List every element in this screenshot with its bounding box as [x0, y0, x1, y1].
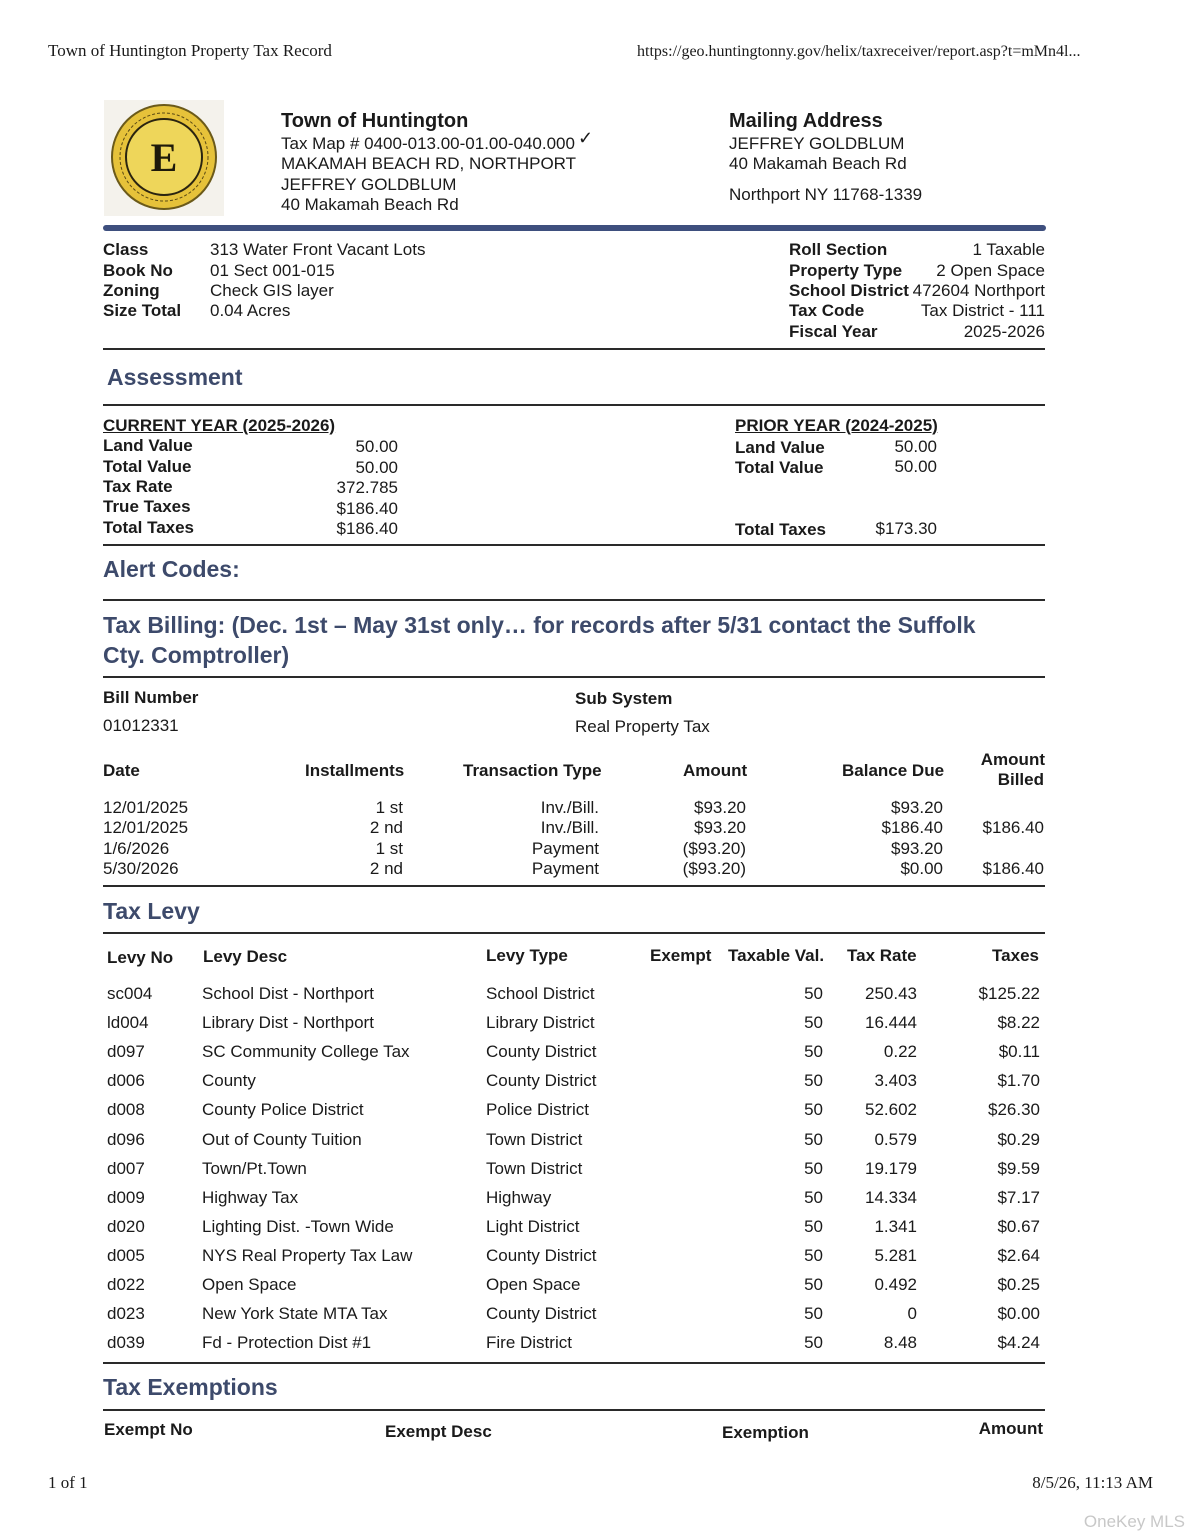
billing-balance: $0.00 [900, 859, 943, 878]
size-value: 0.04 Acres [210, 301, 291, 320]
billing-type: Payment [531, 839, 599, 858]
levy-taxable-value: 50 [804, 1013, 823, 1033]
levy-taxable-value: 50 [804, 1275, 823, 1294]
print-page-title: Town of Huntington Property Tax Record [48, 41, 332, 60]
levy-type: Police District [486, 1100, 589, 1120]
prior-total-label: Total Value [735, 458, 824, 477]
mailing-street: 40 Makamah Beach Rd [729, 154, 907, 173]
billing-date: 12/01/2025 [103, 798, 189, 817]
ptype-label: Property Type [789, 261, 903, 280]
levy-desc: School Dist - Northport [202, 984, 374, 1003]
levy-desc: SC Community College Tax [202, 1042, 410, 1062]
levy-no: ld004 [107, 1013, 149, 1033]
levy-desc: Highway Tax [202, 1187, 299, 1207]
levy-taxable-value: 50 [804, 1129, 823, 1149]
levy-header-desc: Levy Desc [203, 947, 288, 966]
divider [103, 885, 1045, 887]
levy-tax-rate: 8.48 [883, 1333, 917, 1353]
levy-no: d009 [107, 1187, 145, 1207]
levy-taxable-value: 50 [804, 1042, 823, 1062]
levy-taxes: $9.59 [997, 1158, 1040, 1178]
levy-taxes: $1.70 [997, 1071, 1040, 1091]
levy-tax-rate: 250.43 [865, 984, 917, 1003]
mailing-title: Mailing Address [729, 110, 883, 132]
prior-land-value: 50.00 [894, 437, 937, 456]
levy-tax-rate: 0.579 [874, 1129, 917, 1149]
current-total-label: Total Value [103, 457, 192, 476]
prior-year-title: PRIOR YEAR (2024-2025) [735, 416, 938, 435]
print-page-url: https://geo.huntingtonny.gov/helix/taxreceiver/report.asp?t=mMn4l... [637, 43, 1081, 60]
levy-row [0, 1013, 1193, 1042]
levy-taxable-value: 50 [804, 1158, 823, 1178]
levy-type: County District [486, 1071, 597, 1091]
owner-name: JEFFREY GOLDBLUM [281, 175, 457, 194]
levy-row [0, 1188, 1193, 1217]
levy-type: Town District [486, 1158, 583, 1178]
taxcode-label: Tax Code [789, 301, 865, 320]
levy-taxes: $0.25 [997, 1275, 1040, 1294]
levy-desc: County Police District [202, 1100, 364, 1120]
levy-no: d006 [107, 1071, 145, 1091]
divider [103, 932, 1045, 934]
levy-tax-rate: 16.444 [865, 1013, 917, 1033]
exempt-header-exemption: Exemption [722, 1423, 809, 1442]
exempt-header-desc: Exempt Desc [385, 1422, 492, 1441]
levy-header-no: Levy No [107, 948, 174, 967]
seal-letter: E [150, 135, 178, 180]
levy-row [0, 1217, 1193, 1246]
levy-taxes: $2.64 [997, 1245, 1040, 1265]
levy-no: d005 [107, 1245, 145, 1265]
alert-codes-title: Alert Codes: [103, 556, 240, 582]
divider [103, 544, 1045, 546]
owner-address: 40 Makamah Beach Rd [281, 195, 459, 214]
billing-header-installments: Installments [305, 761, 405, 780]
levy-tax-rate: 52.602 [865, 1100, 917, 1120]
sub-system-value: Real Property Tax [575, 717, 710, 736]
fiscal-value: 2025-2026 [963, 322, 1045, 341]
levy-taxable-value: 50 [804, 984, 823, 1003]
billing-amount: ($93.20) [682, 839, 746, 858]
levy-row [0, 1100, 1193, 1129]
exempt-header-no: Exempt No [104, 1420, 193, 1439]
billing-amount: $93.20 [694, 818, 746, 837]
billing-date: 5/30/2026 [103, 859, 179, 878]
levy-taxes: $125.22 [978, 984, 1040, 1003]
billing-billed: $186.40 [982, 859, 1044, 878]
divider [103, 1409, 1045, 1411]
ptype-value: 2 Open Space [936, 261, 1045, 280]
levy-type: School District [486, 984, 595, 1003]
levy-no: d020 [107, 1216, 145, 1236]
levy-type: County District [486, 1042, 597, 1062]
sub-system-label: Sub System [575, 689, 673, 708]
levy-desc: Library Dist - Northport [202, 1013, 374, 1033]
billing-billed: $186.40 [982, 818, 1044, 837]
levy-no: d007 [107, 1158, 145, 1178]
billing-date: 1/6/2026 [103, 839, 170, 858]
levy-desc: Out of County Tuition [202, 1129, 362, 1149]
billing-balance: $186.40 [881, 818, 943, 837]
levy-tax-rate: 0.22 [883, 1042, 917, 1062]
current-taxes-label: Total Taxes [103, 518, 195, 537]
levy-taxable-value: 50 [804, 1304, 823, 1324]
levy-no: d096 [107, 1129, 145, 1149]
billing-installment: 1 st [375, 798, 403, 817]
size-label: Size Total [103, 301, 182, 320]
levy-row [0, 1130, 1193, 1159]
billing-header-date: Date [103, 761, 140, 780]
billing-installment: 1 st [375, 839, 403, 858]
levy-taxes: $0.29 [997, 1129, 1040, 1149]
levy-taxable-value: 50 [804, 1333, 823, 1353]
levy-type: Highway [486, 1187, 552, 1207]
seal-icon [109, 101, 219, 213]
prior-land-label: Land Value [735, 438, 825, 457]
levy-tax-rate: 14.334 [865, 1187, 917, 1207]
town-seal-logo [104, 100, 224, 216]
billing-header-billed-2: Billed [997, 770, 1044, 789]
levy-taxes: $0.11 [998, 1042, 1040, 1062]
levy-no: sc004 [107, 984, 153, 1003]
levy-row [0, 984, 1193, 1013]
levy-no: d008 [107, 1100, 145, 1120]
billing-header-balance: Balance Due [842, 761, 945, 780]
school-value: 472604 Northport [912, 281, 1045, 300]
billing-title-line2: Cty. Comptroller) [103, 642, 290, 668]
tax-map-number: Tax Map # 0400-013.00-01.00-040.000 [281, 134, 575, 153]
zoning-label: Zoning [103, 281, 160, 300]
billing-date: 12/01/2025 [103, 818, 189, 837]
current-true-value: $186.40 [336, 499, 398, 518]
levy-taxes: $8.22 [997, 1013, 1040, 1033]
header-divider [103, 225, 1046, 231]
levy-desc: New York State MTA Tax [202, 1304, 388, 1324]
current-taxes-value: $186.40 [336, 519, 398, 538]
levy-type: Town District [486, 1129, 583, 1149]
billing-amount: $93.20 [694, 798, 746, 817]
divider [103, 404, 1045, 406]
book-value: 01 Sect 001-015 [210, 261, 335, 280]
levy-desc: Fd - Protection Dist #1 [202, 1333, 372, 1353]
levy-tax-rate: 0.492 [874, 1275, 917, 1294]
bill-number: 01012331 [103, 716, 179, 735]
levy-type: Light District [486, 1216, 580, 1236]
class-label: Class [103, 240, 149, 259]
billing-amount: ($93.20) [682, 859, 746, 878]
billing-installment: 2 nd [369, 859, 403, 878]
tax-levy-title: Tax Levy [103, 898, 200, 924]
levy-taxable-value: 50 [804, 1071, 823, 1091]
levy-header-type: Levy Type [486, 946, 568, 965]
fiscal-label: Fiscal Year [789, 322, 878, 341]
billing-title-line1: Tax Billing: (Dec. 1st – May 31st only… for records after 5/31 contact the Suffolk [103, 612, 976, 638]
levy-row [0, 1275, 1193, 1304]
billing-balance: $93.20 [891, 798, 943, 817]
town-name: Town of Huntington [281, 110, 469, 132]
levy-desc: County [202, 1071, 256, 1091]
levy-taxes: $0.67 [997, 1216, 1040, 1236]
levy-tax-rate: 1.341 [874, 1216, 917, 1236]
current-total-value: 50.00 [355, 458, 398, 477]
billing-header-transaction: Transaction Type [463, 761, 602, 780]
levy-tax-rate: 19.179 [865, 1158, 917, 1178]
school-label: School District [789, 281, 909, 300]
checkmark-icon: ✓ [578, 128, 594, 148]
levy-type: County District [486, 1245, 597, 1265]
levy-row [0, 1246, 1193, 1275]
levy-taxes: $0.00 [997, 1304, 1040, 1324]
levy-header-rate: Tax Rate [847, 946, 917, 965]
levy-no: d022 [107, 1275, 145, 1294]
mailing-name: JEFFREY GOLDBLUM [729, 134, 905, 153]
watermark: OneKey MLS [1083, 1512, 1185, 1531]
levy-desc: Lighting Dist. -Town Wide [202, 1216, 394, 1236]
levy-taxes: $4.24 [997, 1333, 1040, 1353]
current-true-label: True Taxes [103, 497, 191, 516]
roll-value: 1 Taxable [972, 240, 1045, 259]
levy-taxable-value: 50 [804, 1187, 823, 1207]
levy-taxable-value: 50 [804, 1100, 823, 1120]
current-land-label: Land Value [103, 436, 193, 455]
mailing-city: Northport NY 11768-1339 [729, 185, 923, 204]
roll-label: Roll Section [789, 240, 888, 259]
tax-exemptions-title: Tax Exemptions [103, 1374, 278, 1400]
levy-row [0, 1071, 1193, 1100]
levy-type: County District [486, 1304, 597, 1324]
levy-desc: NYS Real Property Tax Law [202, 1245, 413, 1265]
exempt-header-amount: Amount [978, 1419, 1043, 1438]
levy-header-taxable: Taxable Val. [728, 946, 825, 965]
levy-taxes: $7.17 [997, 1187, 1040, 1207]
billing-installment: 2 nd [369, 818, 403, 837]
levy-taxes: $26.30 [988, 1100, 1040, 1120]
current-rate-label: Tax Rate [103, 477, 173, 496]
divider [103, 599, 1045, 601]
bill-number-label: Bill Number [103, 688, 199, 707]
divider [103, 348, 1045, 350]
levy-type: Fire District [486, 1333, 572, 1353]
levy-row [0, 1159, 1193, 1188]
billing-header-billed-1: Amount [980, 750, 1045, 769]
current-land-value: 50.00 [355, 437, 398, 456]
billing-header-amount: Amount [683, 761, 748, 780]
levy-taxable-value: 50 [804, 1216, 823, 1236]
billing-balance: $93.20 [891, 839, 943, 858]
levy-tax-rate: 3.403 [874, 1071, 917, 1091]
prior-taxes-label: Total Taxes [735, 520, 827, 539]
levy-taxable-value: 50 [804, 1245, 823, 1265]
page-count: 1 of 1 [48, 1473, 88, 1492]
current-rate-value: 372.785 [336, 478, 398, 497]
zoning-value: Check GIS layer [210, 281, 334, 300]
levy-tax-rate: 0 [907, 1304, 917, 1324]
divider [103, 676, 1045, 678]
book-label: Book No [103, 261, 173, 280]
levy-no: d097 [107, 1042, 145, 1062]
levy-desc: Town/Pt.Town [202, 1158, 307, 1178]
property-location: MAKAMAH BEACH RD, NORTHPORT [281, 154, 577, 173]
taxcode-value: Tax District - 111 [920, 301, 1045, 320]
current-year-title: CURRENT YEAR (2025-2026) [103, 416, 336, 435]
levy-no: d039 [107, 1333, 145, 1353]
billing-type: Inv./Bill. [540, 798, 599, 817]
levy-row [0, 1042, 1193, 1071]
prior-taxes-value: $173.30 [875, 519, 937, 538]
billing-type: Payment [531, 859, 599, 878]
levy-header-taxes: Taxes [992, 946, 1039, 965]
levy-row [0, 1333, 1193, 1362]
prior-total-value: 50.00 [894, 457, 937, 476]
assessment-title: Assessment [107, 364, 243, 390]
levy-no: d023 [107, 1304, 145, 1324]
billing-type: Inv./Bill. [540, 818, 599, 837]
levy-row [0, 1304, 1193, 1333]
class-value: 313 Water Front Vacant Lots [210, 240, 426, 259]
levy-desc: Open Space [202, 1275, 297, 1294]
levy-tax-rate: 5.281 [874, 1245, 917, 1265]
print-datetime: 8/5/26, 11:13 AM [1032, 1473, 1153, 1492]
divider [103, 1362, 1045, 1364]
levy-type: Open Space [486, 1275, 581, 1294]
levy-header-exempt: Exempt [650, 946, 712, 965]
levy-type: Library District [486, 1013, 595, 1033]
